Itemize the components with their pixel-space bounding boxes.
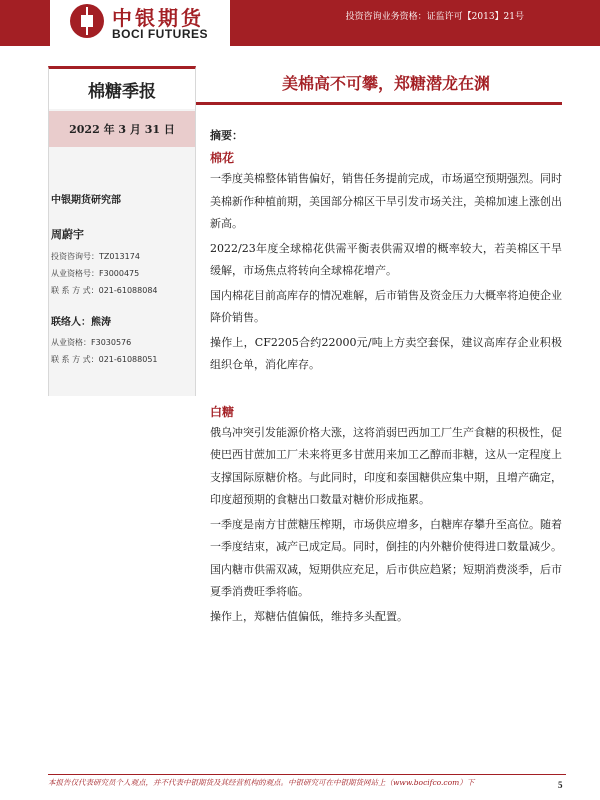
page-number: 5	[558, 780, 563, 790]
section-heading: 白糖	[210, 404, 235, 419]
footer-rule	[48, 774, 566, 775]
header-band	[0, 0, 600, 46]
summary-label: 摘要：	[210, 129, 243, 142]
license-text: 投资咨询业务资格：证监许可【2013】21号	[345, 12, 524, 22]
section-sugar	[210, 403, 562, 629]
logo-cn-text: 中银期货	[112, 6, 204, 30]
department: 中银期货研究部	[51, 195, 121, 206]
contact-name: 联络人：熊涛	[51, 317, 111, 328]
report-date: 2022 年 3 月 31 日	[49, 111, 195, 147]
contact-info-line: 从业资格：F3030576	[51, 338, 132, 347]
paragraph: 一季度是南方甘蔗糖压榨期，市场供应增多，白糖库存攀升至高位。随着一季度结束，减产已成定局。同时，倒挂的内外糖价使得进口数量减少。国内糖市供需双减，短期供应充足，后市供应趋紧；短期消费淡季，后市夏季消费旺季将临。	[210, 517, 562, 598]
logo-en-text: BOCI FUTURES	[112, 27, 208, 41]
contact-info	[51, 334, 195, 368]
paragraph: 2022/23年度全球棉花供需平衡表供需双增的概率较大，若美棉区干旱缓解，市场焦点将转向全球棉花增产。	[210, 241, 562, 277]
paragraph: 国内棉花目前高库存的情况难解，后市销售及资金压力大概率将迫使企业降价销售。	[210, 288, 562, 324]
analyst-info-line: 从业资格号：F3000475	[51, 269, 140, 278]
paragraph: 一季度美棉整体销售偏好，销售任务提前完成，市场逼空预期强烈。同时美棉新作种植前期，美国部分棉区干旱引发市场关注，美棉加速上涨创出新高。	[210, 172, 562, 230]
doc-type: 棉糖季报	[48, 66, 196, 109]
boc-logo-icon	[70, 4, 104, 38]
paragraph: 操作上，CF2205合约22000元/吨上方卖空套保，建议高库存企业积极组织仓单，消化库存。	[210, 335, 562, 371]
footer-disclaimer: 本报告仅代表研究员个人观点，并不代表中银期货及其经营机构的观点。中银研究可在中银期货网站上（www.bocifco.com）下	[48, 778, 475, 787]
logo	[50, 0, 230, 46]
contact-info-line: 联 系 方 式：021-61088051	[51, 355, 158, 364]
analyst-info-line: 联 系 方 式：021-61088084	[51, 286, 158, 295]
paragraph: 俄乌冲突引发能源价格大涨，这将消弱巴西加工厂生产食糖的积极性，促使巴西甘蔗加工厂未来将更多甘蔗用来加工乙醇而非糖，这从一定程度上支撑国际原糖价格。与此同时，印度和泰国糖供应集中期，且增产确定，印度超预期的食糖出口数量对糖价形成拖累。	[210, 425, 562, 506]
analyst-info	[51, 248, 195, 299]
analyst-name: 周蔚宇	[51, 228, 84, 241]
section-cotton	[210, 149, 562, 377]
paragraph: 操作上，郑糖估值偏低，维持多头配置。	[210, 609, 408, 623]
section-heading: 棉花	[210, 151, 235, 165]
sidebar	[48, 66, 196, 396]
report-title: 美棉高不可攀，郑糖潜龙在渊	[281, 74, 490, 93]
title-rule	[196, 102, 562, 105]
main-content	[210, 66, 562, 628]
analyst-info-line: 投资咨询号：TZ013174	[51, 252, 140, 261]
